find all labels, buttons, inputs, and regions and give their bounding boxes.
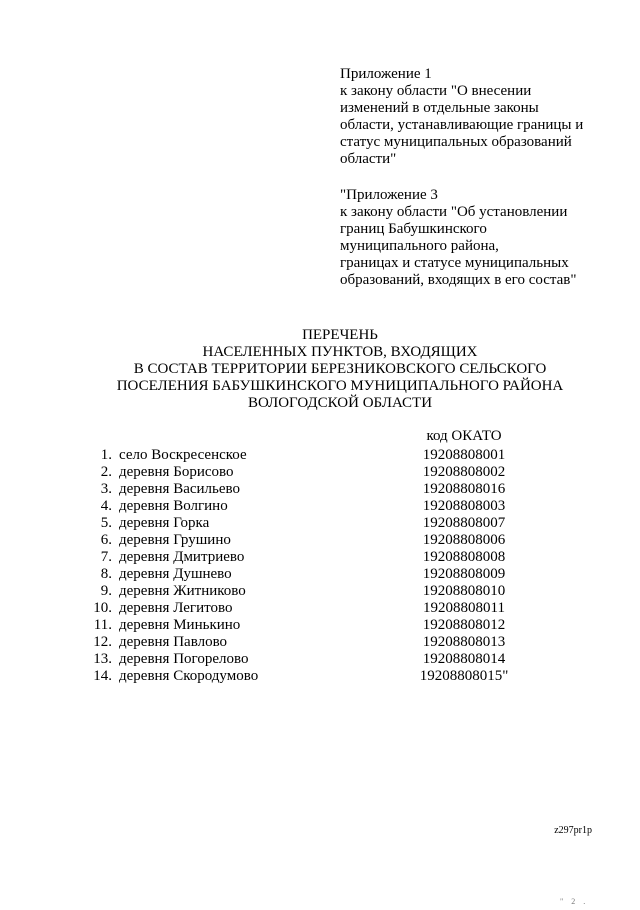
title-line: В СОСТАВ ТЕРРИТОРИИ БЕРЕЗНИКОВСКОГО СЕЛЬСКОГО	[133, 361, 547, 377]
item-number: 12.	[93, 634, 112, 650]
appendix-3-line: к закону области "Об установлении	[340, 204, 568, 220]
okato-code: 19208808008	[422, 549, 506, 565]
item-number: 4.	[100, 498, 112, 514]
settlement-name: деревня Легитово	[119, 600, 233, 616]
appendix-3-note	[340, 187, 630, 289]
settlement-name: деревня Грушино	[119, 532, 231, 548]
list-item	[0, 498, 640, 515]
okato-code: 19208808009	[422, 566, 506, 582]
list-item	[0, 617, 640, 634]
okato-code: 19208808001	[422, 447, 506, 463]
appendix-1-line: статус муниципальных образований	[340, 134, 572, 150]
list-item	[0, 668, 640, 685]
list-item	[0, 634, 640, 651]
page-mark: " 2 .	[560, 897, 589, 906]
document-code: z297pr1p	[554, 825, 592, 836]
okato-code: 19208808006	[422, 532, 506, 548]
appendix-3-line: границ Бабушкинского	[340, 221, 487, 237]
list-item	[0, 566, 640, 583]
settlement-name: деревня Павлово	[119, 634, 228, 650]
okato-code: 19208808003	[422, 498, 506, 514]
title-line: НАСЕЛЕННЫХ ПУНКТОВ, ВХОДЯЩИХ	[202, 344, 478, 360]
item-number: 14.	[93, 668, 112, 684]
settlement-name: деревня Борисово	[119, 464, 234, 480]
okato-code: 19208808010	[422, 583, 506, 599]
item-number: 10.	[93, 600, 112, 616]
title-line: ВОЛОГОДСКОЙ ОБЛАСТИ	[247, 395, 433, 411]
item-number: 2.	[100, 464, 112, 480]
list-item	[0, 515, 640, 532]
appendix-1-line: области"	[340, 151, 397, 167]
appendix-3-line: образований, входящих в его состав"	[340, 272, 577, 288]
item-number: 7.	[100, 549, 112, 565]
item-number: 5.	[100, 515, 112, 531]
item-number: 13.	[93, 651, 112, 667]
list-item	[0, 464, 640, 481]
list-item	[0, 600, 640, 617]
title-line: ПЕРЕЧЕНЬ	[302, 327, 378, 343]
list-item	[0, 447, 640, 464]
settlement-name: деревня Скородумово	[119, 668, 259, 684]
settlement-name: деревня Погорелово	[119, 651, 249, 667]
settlement-name: деревня Горка	[119, 515, 210, 531]
settlement-list	[0, 447, 640, 685]
item-number: 8.	[100, 566, 112, 582]
document-title	[60, 327, 620, 412]
settlement-name: деревня Душнево	[119, 566, 232, 582]
list-item	[0, 583, 640, 600]
appendix-3-line: муниципального района,	[340, 238, 499, 254]
appendix-1-line: изменений в отдельные законы	[340, 100, 539, 116]
okato-code: 19208808007	[422, 515, 506, 531]
okato-code: 19208808014	[422, 651, 506, 667]
okato-code: 19208808011	[423, 600, 505, 616]
settlement-name: деревня Минькино	[119, 617, 241, 633]
appendix-3-line: "Приложение 3	[340, 187, 438, 203]
list-item	[0, 549, 640, 566]
okato-column-header: код ОКАТО	[426, 428, 502, 444]
settlement-name: деревня Житниково	[119, 583, 246, 599]
appendix-1-line: к закону области "О внесении	[340, 83, 532, 99]
okato-code: 19208808012	[422, 617, 506, 633]
item-number: 1.	[100, 447, 112, 463]
okato-code: 19208808015"	[419, 668, 509, 684]
settlement-name: село Воскресенское	[119, 447, 247, 463]
list-item	[0, 532, 640, 549]
appendix-1-line: области, устанавливающие границы и	[340, 117, 584, 133]
item-number: 9.	[100, 583, 112, 599]
settlement-name: деревня Дмитриево	[119, 549, 245, 565]
appendix-1-note	[340, 66, 630, 168]
settlement-name: деревня Васильево	[119, 481, 241, 497]
item-number: 6.	[100, 532, 112, 548]
settlement-name: деревня Волгино	[119, 498, 228, 514]
title-line: ПОСЕЛЕНИЯ БАБУШКИНСКОГО МУНИЦИПАЛЬНОГО РАЙОНА	[116, 378, 564, 394]
list-item	[0, 481, 640, 498]
okato-code: 19208808002	[422, 464, 506, 480]
appendix-3-line: границах и статусе муниципальных	[340, 255, 569, 271]
item-number: 11.	[93, 617, 112, 633]
okato-code: 19208808016	[422, 481, 506, 497]
okato-code: 19208808013	[422, 634, 506, 650]
item-number: 3.	[100, 481, 112, 497]
appendix-1-line: Приложение 1	[340, 66, 432, 82]
list-item	[0, 651, 640, 668]
